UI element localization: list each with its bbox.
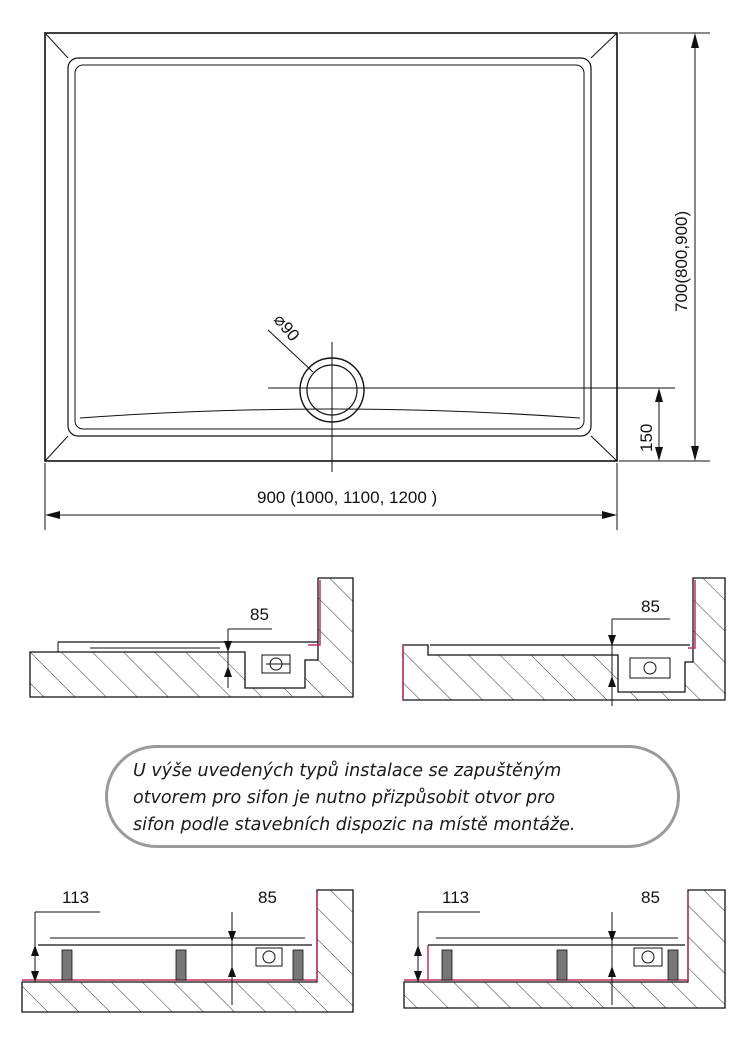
section4-leg-label: 113 [442, 888, 470, 907]
section3-drain-label: 85 [258, 888, 277, 907]
installation-note [133, 758, 653, 839]
drain-diameter-label: ⌀90 [269, 310, 304, 345]
section-flush-left [30, 578, 353, 697]
section-legs-left [22, 890, 353, 1012]
drain-symbol [268, 330, 675, 472]
section2-height-label: 85 [641, 597, 660, 616]
drain-offset-label: 150 [637, 423, 656, 452]
note-line: U výše uvedených typů instalace se zapuštěným [133, 761, 562, 781]
depth-dimension [619, 33, 710, 461]
section1-height-label: 85 [250, 605, 269, 624]
tray-top-view [45, 33, 617, 461]
drain-offset-dimension [655, 388, 663, 461]
note-line: otvorem pro sifon je nutno přizpůsobit otvor pro [133, 788, 556, 808]
note-line: sifon podle stavebních dispozic na místě montáže. [133, 815, 576, 835]
section4-drain-label: 85 [641, 888, 660, 907]
width-label: 900 (1000, 1100, 1200 ) [257, 488, 438, 507]
section-flush-right [403, 578, 725, 706]
section-legs-right [404, 890, 725, 1008]
section3-leg-label: 113 [62, 888, 90, 907]
depth-label: 700(800,900) [672, 210, 691, 312]
